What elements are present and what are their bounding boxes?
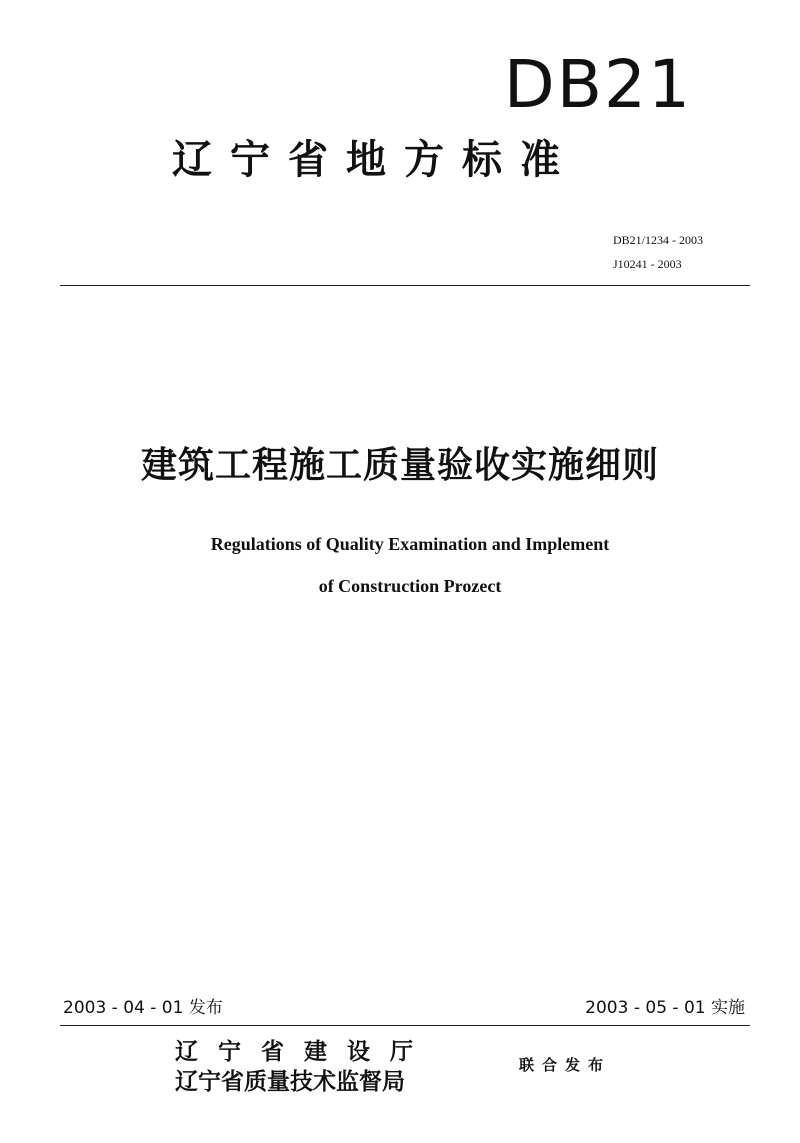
issuer-quality-bureau: 辽宁省质量技术监督局 bbox=[175, 1068, 405, 1095]
publish-date: 2003 - 04 - 01 发布 bbox=[63, 998, 223, 1018]
document-title-chinese: 建筑工程施工质量验收实施细则 bbox=[140, 445, 659, 486]
joint-publish-label: 联合发布 bbox=[519, 1056, 612, 1074]
effective-date: 2003 - 05 - 01 实施 bbox=[585, 998, 745, 1018]
footer-divider bbox=[60, 1025, 750, 1026]
header-divider bbox=[60, 285, 750, 286]
standard-title: 辽宁省地方标准 bbox=[172, 136, 578, 183]
issuer-construction-department: 辽宁省建设厅 bbox=[175, 1038, 433, 1065]
standard-code: DB21 bbox=[503, 46, 692, 123]
standard-number-db: DB21/1234 - 2003 bbox=[613, 233, 703, 247]
document-title-english-line1: Regulations of Quality Examination and Implement bbox=[210, 534, 610, 554]
document-title-english-line2: of Construction Prozect bbox=[318, 576, 502, 596]
standard-number-j: J10241 - 2003 bbox=[613, 257, 682, 271]
